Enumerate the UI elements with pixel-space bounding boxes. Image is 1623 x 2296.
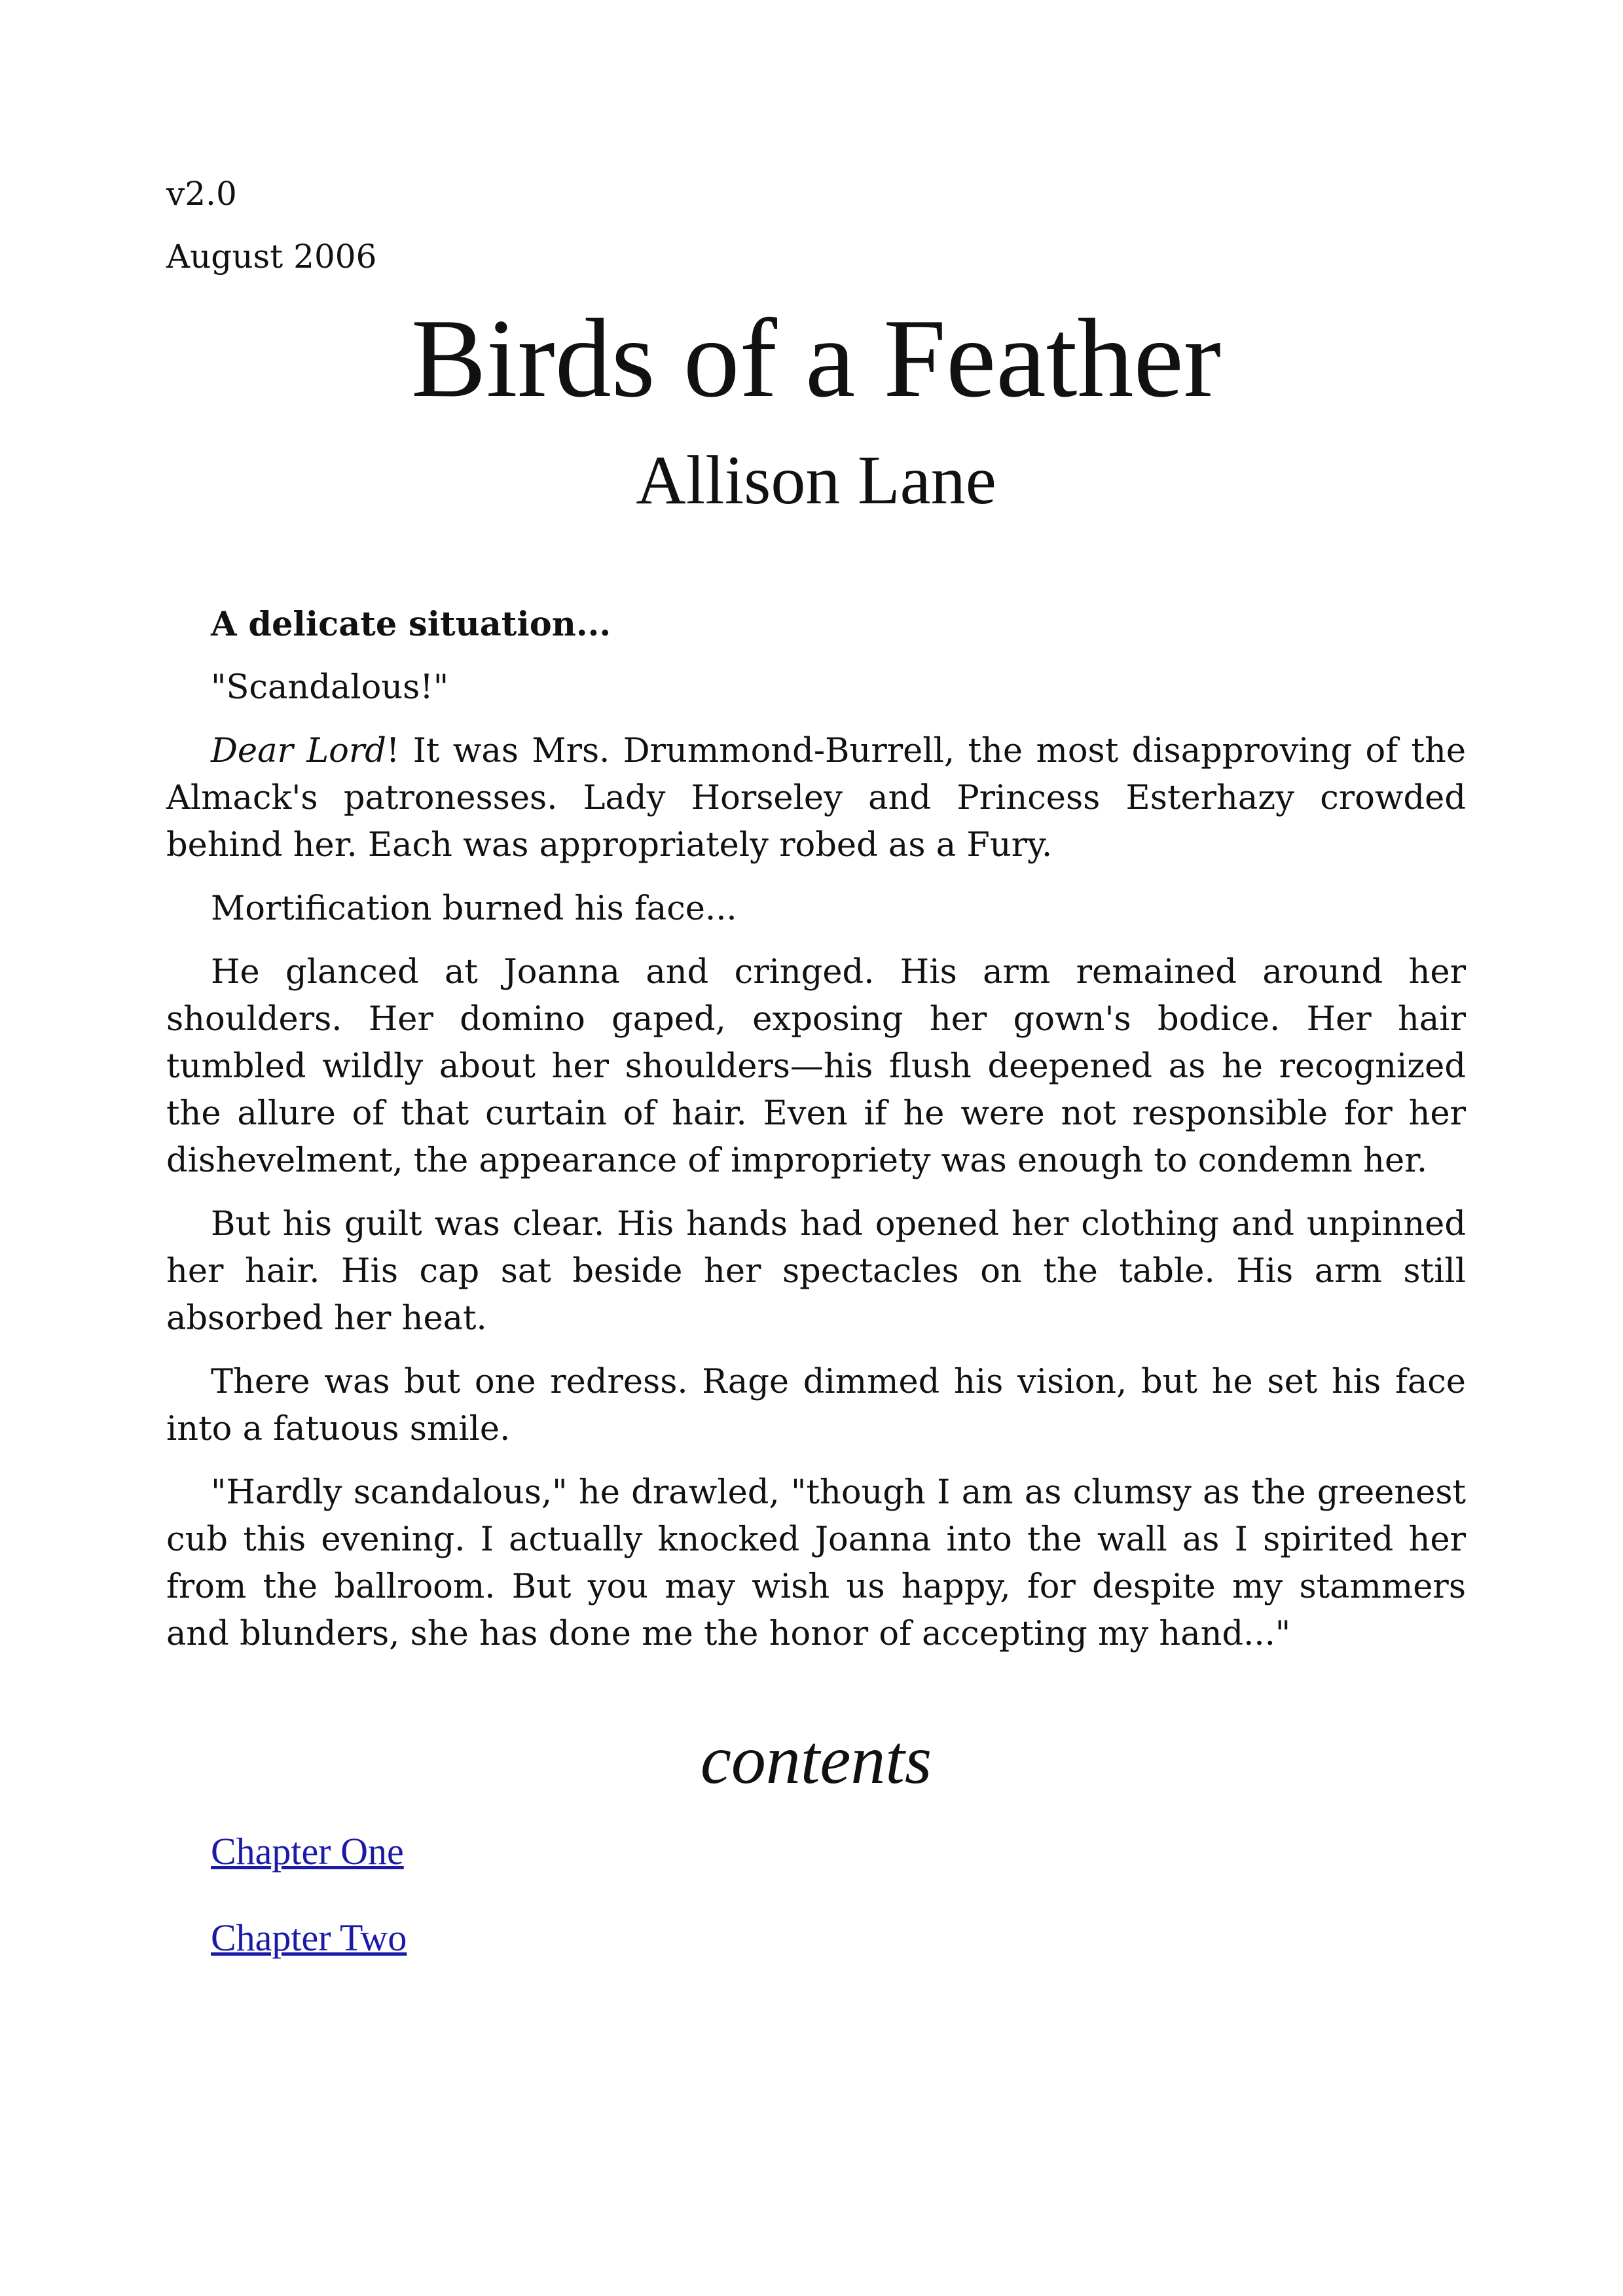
table-of-contents	[166, 1825, 1466, 1964]
book-title: Birds of a Feather	[410, 296, 1222, 421]
excerpt-paragraph: There was but one redress. Rage dimmed his vision, but he set his face into a fatuous smile.	[166, 1363, 1466, 1448]
excerpt-emphasis: Dear Lord	[211, 732, 386, 770]
contents-heading: contents	[700, 1721, 932, 1798]
excerpt-paragraph: But his guilt was clear. His hands had opened her clothing and unpinned her hair. His cap sat beside her spectacles on the table. His arm still absorbed her heat.	[166, 1205, 1466, 1338]
book-author: Allison Lane	[636, 442, 996, 518]
excerpt-paragraph-text: ! It was Mrs. Drummond-Burrell, the most disapproving of the Almack's patronesses. Lady Horseley and Princess Esterhazy crowded behind her. Each was appropriately robed as a Fury.	[166, 732, 1466, 865]
excerpt-heading: A delicate situation...	[211, 605, 611, 644]
toc-link-chapter-two[interactable]: Chapter Two	[211, 1916, 407, 1959]
toc-link-chapter-one[interactable]: Chapter One	[211, 1830, 404, 1873]
excerpt-paragraph: Mortification burned his face...	[211, 889, 737, 928]
excerpt-paragraph: He glanced at Joanna and cringed. His arm remained around her shoulders. Her domino gaped, exposing her gown's bodice. Her hair tumbled wildly about her shoulders—his flush deepened as he recognized the allure of that curtain of hair. Even if he were not responsible for her dishevelment, the appearance of impropriety was enough to condemn her.	[166, 953, 1466, 1180]
excerpt	[166, 601, 1466, 1658]
version-label: v2.0	[166, 175, 237, 213]
excerpt-paragraph: "Scandalous!"	[211, 668, 449, 707]
date-label: August 2006	[166, 238, 377, 276]
excerpt-paragraph	[166, 728, 1466, 869]
excerpt-paragraph: "Hardly scandalous," he drawled, "though I am as clumsy as the greenest cub this evening. I actually knocked Joanna into the wall as I spirited her from the ballroom. But you may wish us happy, for despite my stammers and blunders, she has done me the honor of accepting my hand..."	[166, 1473, 1466, 1653]
